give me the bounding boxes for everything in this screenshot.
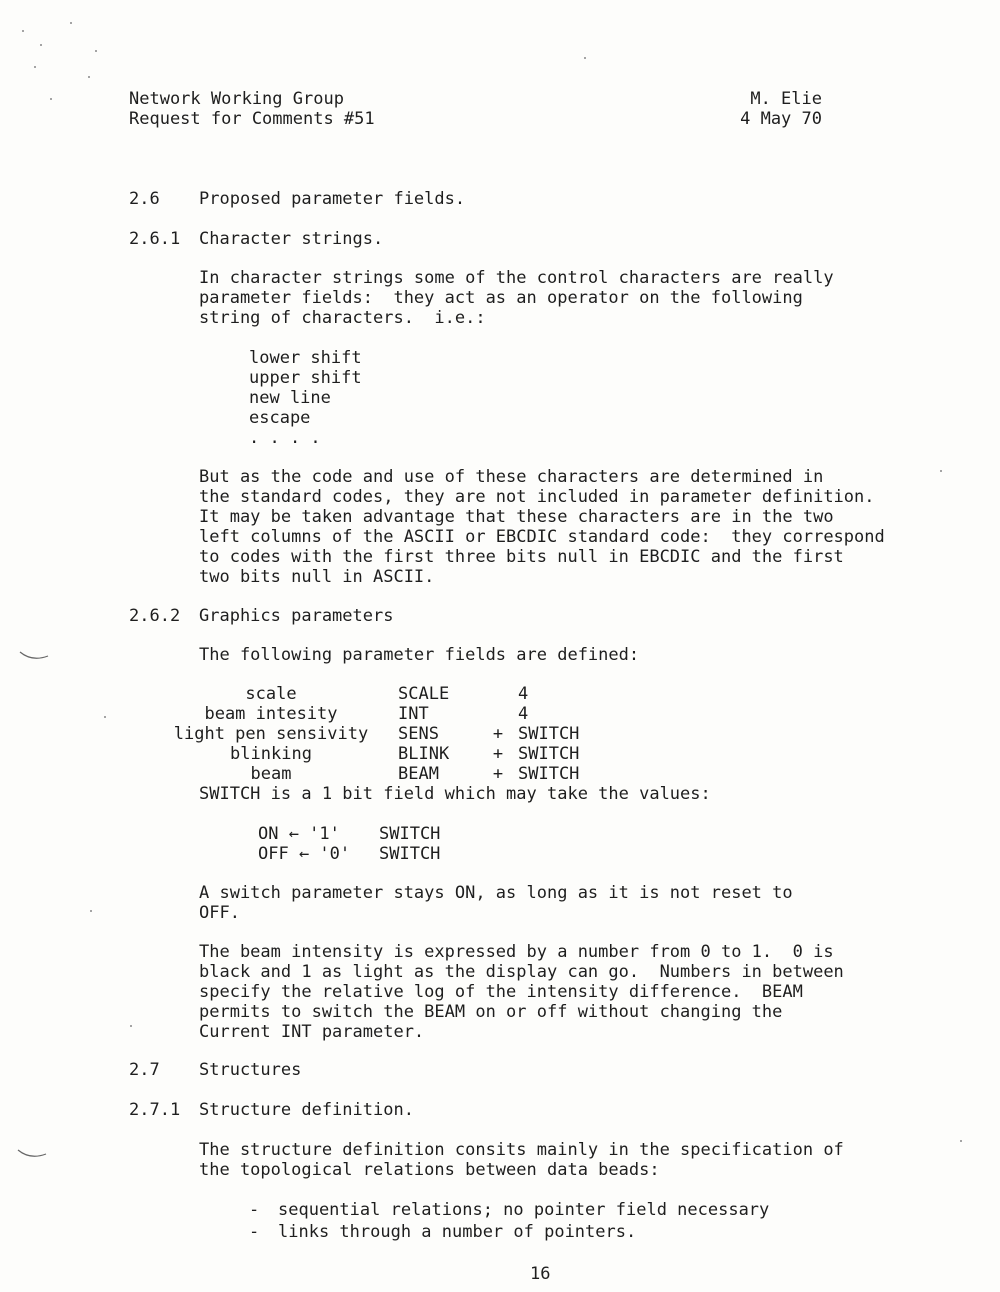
section-title-2-6-1: Character strings. <box>199 229 384 249</box>
param-name: blinking <box>230 744 312 764</box>
param-arrow: + <box>492 744 504 764</box>
param-value: 4 <box>518 704 529 724</box>
param-arrow <box>478 684 518 704</box>
list-item: lower shift <box>249 348 362 368</box>
text-line: OFF. <box>199 903 240 923</box>
text-line: two bits null in ASCII. <box>199 567 435 587</box>
bullet-dash: - <box>249 1222 260 1242</box>
header-rfc: Request for Comments #51 <box>129 109 375 129</box>
bullet-dash: - <box>249 1200 260 1220</box>
switch-description: SWITCH is a 1 bit field which may take the values: <box>199 784 711 804</box>
param-name: scale <box>245 684 297 704</box>
text-line: the topological relations between data beads: <box>199 1160 660 1180</box>
header-author: M. Elie <box>750 89 822 109</box>
section-number-2-6-2: 2.6.2 <box>129 606 181 626</box>
param-name: light pen sensivity <box>173 724 369 744</box>
list-item: upper shift <box>249 368 362 388</box>
table-row <box>160 744 618 764</box>
param-value: 4 <box>518 684 529 704</box>
param-keyword: BEAM <box>398 764 439 784</box>
param-arrow: + <box>492 764 504 784</box>
switch-on-assignment: ON ← '1' <box>258 824 340 844</box>
param-keyword: BLINK <box>398 744 450 764</box>
text-line: left columns of the ASCII or EBCDIC standard code: they correspond <box>199 527 885 547</box>
section-title-2-6: Proposed parameter fields. <box>199 189 466 209</box>
param-name: beam intesity <box>204 704 338 724</box>
text-line: A switch parameter stays ON, as long as it is not reset to <box>199 883 793 903</box>
list-item-ellipsis: . . . . <box>249 428 321 448</box>
parameter-table <box>160 684 618 784</box>
switch-off-assignment: OFF ← '0' <box>258 844 351 864</box>
param-arrow: + <box>492 724 504 744</box>
text-line: The structure definition consits mainly in the specification of <box>199 1140 844 1160</box>
text-line: the standard codes, they are not included in parameter definition. <box>199 487 875 507</box>
param-value: SWITCH <box>518 744 580 764</box>
param-keyword: SCALE <box>398 684 450 704</box>
list-item: new line <box>249 388 331 408</box>
paragraph-fields-intro: The following parameter fields are defined: <box>199 645 640 665</box>
list-item: sequential relations; no pointer field necessary <box>278 1200 770 1220</box>
text-line: permits to switch the BEAM on or off without changing the <box>199 1002 783 1022</box>
text-line: string of characters. i.e.: <box>199 308 486 328</box>
text-line: The beam intensity is expressed by a number from 0 to 1. 0 is <box>199 942 834 962</box>
table-row <box>160 684 618 704</box>
scan-mark-icon <box>16 1146 50 1160</box>
list-item: links through a number of pointers. <box>278 1222 637 1242</box>
section-title-2-6-2: Graphics parameters <box>199 606 394 626</box>
text-line: to codes with the first three bits null in EBCDIC and the first <box>199 547 844 567</box>
text-line: It may be taken advantage that these characters are in the two <box>199 507 834 527</box>
param-keyword: INT <box>398 704 429 724</box>
param-keyword: SENS <box>398 724 439 744</box>
table-row <box>160 764 618 784</box>
section-title-2-7-1: Structure definition. <box>199 1100 414 1120</box>
section-number-2-6-1: 2.6.1 <box>129 229 181 249</box>
header-group: Network Working Group <box>129 89 344 109</box>
section-number-2-6: 2.6 <box>129 189 160 209</box>
table-row <box>160 724 618 744</box>
page-number: 16 <box>530 1264 551 1284</box>
table-row <box>160 704 618 724</box>
text-line: But as the code and use of these characters are determined in <box>199 467 824 487</box>
text-line: parameter fields: they act as an operator on the following <box>199 288 803 308</box>
header-date: 4 May 70 <box>740 109 822 129</box>
switch-off-type: SWITCH <box>379 844 441 864</box>
section-number-2-7: 2.7 <box>129 1060 160 1080</box>
text-line: black and 1 as light as the display can go. Numbers in between <box>199 962 844 982</box>
text-line: Current INT parameter. <box>199 1022 425 1042</box>
param-name: beam <box>250 764 292 784</box>
param-value: SWITCH <box>518 764 580 784</box>
text-line: In character strings some of the control characters are really <box>199 268 834 288</box>
list-item: escape <box>249 408 311 428</box>
param-value: SWITCH <box>518 724 580 744</box>
param-arrow <box>478 704 518 724</box>
section-number-2-7-1: 2.7.1 <box>129 1100 181 1120</box>
section-title-2-7: Structures <box>199 1060 302 1080</box>
scan-mark-icon <box>18 648 52 662</box>
text-line: specify the relative log of the intensity difference. BEAM <box>199 982 803 1002</box>
switch-on-type: SWITCH <box>379 824 441 844</box>
